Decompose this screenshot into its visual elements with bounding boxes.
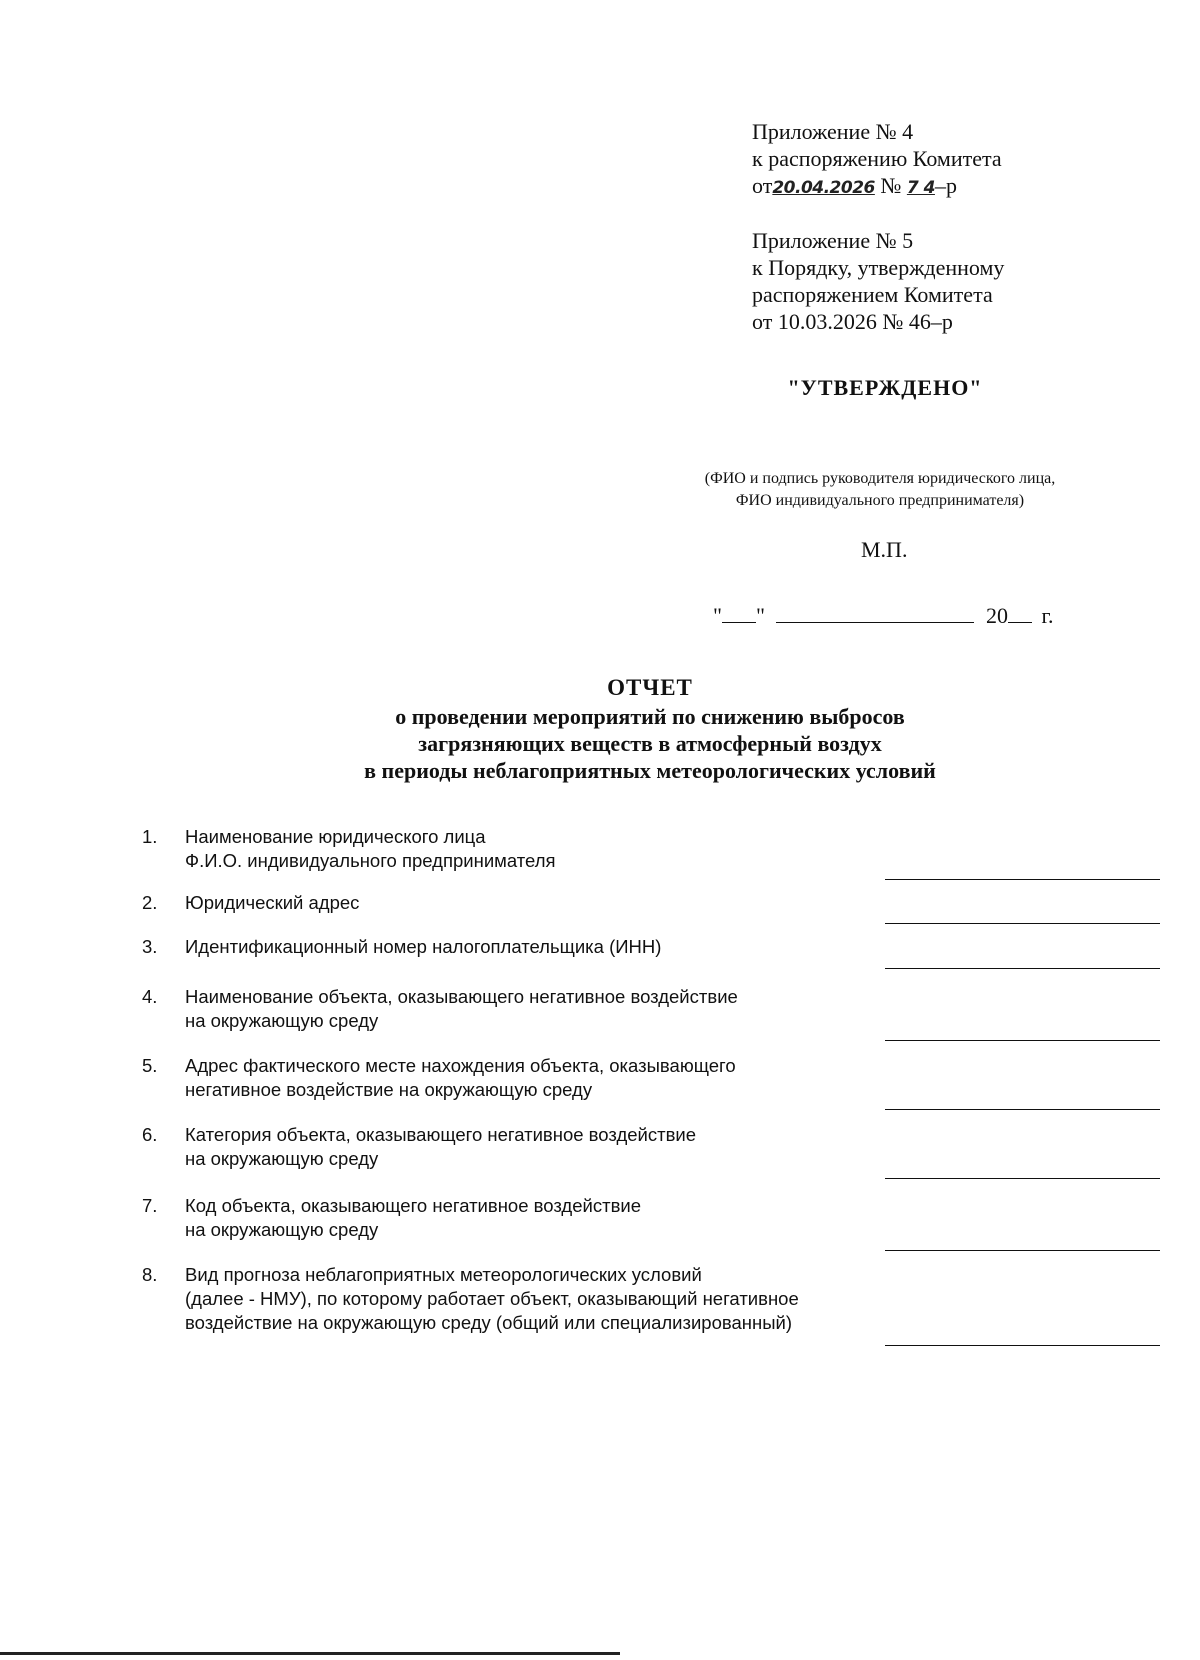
item-number: 6. bbox=[142, 1124, 158, 1145]
item-number: 5. bbox=[142, 1055, 158, 1076]
number-suffix: –р bbox=[934, 173, 957, 198]
appendix-5-ref-1: к Порядку, утвержденному bbox=[752, 255, 1005, 280]
year-prefix: 20 bbox=[985, 603, 1008, 628]
item-text bbox=[185, 935, 885, 959]
signature-caption-line-1: (ФИО и подпись руководителя юридического лица, bbox=[704, 470, 1056, 487]
day-close-quote: " bbox=[755, 603, 765, 628]
item-text-line: Код объекта, оказывающего негативное воздействие bbox=[185, 1195, 642, 1216]
item-number: 2. bbox=[142, 892, 158, 913]
year-blank[interactable] bbox=[1008, 602, 1032, 623]
date-prefix: от bbox=[752, 173, 773, 198]
item-answer-line[interactable] bbox=[885, 1250, 1160, 1251]
item-answer-line[interactable] bbox=[885, 879, 1160, 880]
item-number: 7. bbox=[142, 1195, 158, 1216]
item-text bbox=[185, 985, 885, 1033]
appendix-5-ref-3: от 10.03.2026 № 46–р bbox=[752, 309, 953, 334]
appendix-5-block bbox=[752, 227, 1004, 335]
item-text-line: Наименование юридического лица bbox=[185, 826, 486, 847]
signature-caption bbox=[630, 468, 1130, 512]
item-text bbox=[185, 1194, 885, 1242]
item-text-line: Идентификационный номер налогоплательщика (ИНН) bbox=[185, 936, 662, 957]
report-subtitle-3: в периоды неблагоприятных метеорологических условий bbox=[364, 758, 936, 783]
appendix-5-title: Приложение № 5 bbox=[752, 228, 914, 253]
year-suffix: г. bbox=[1041, 603, 1054, 628]
item-text-line: Адрес фактического месте нахождения объекта, оказывающего bbox=[185, 1055, 736, 1076]
item-number: 3. bbox=[142, 936, 158, 957]
appendix-4-ref: к распоряжению Комитета bbox=[752, 146, 1002, 171]
number-prefix: № bbox=[880, 173, 902, 198]
report-heading bbox=[200, 674, 1100, 784]
item-text-line: Вид прогноза неблагоприятных метеорологических условий bbox=[185, 1264, 702, 1285]
item-text bbox=[185, 1054, 885, 1102]
item-text-line: на окружающую среду bbox=[185, 1219, 379, 1240]
item-answer-line[interactable] bbox=[885, 968, 1160, 969]
signature-caption-line-2: ФИО индивидуального предпринимателя) bbox=[735, 492, 1025, 509]
item-text-line: Ф.И.О. индивидуального предпринимателя bbox=[185, 850, 556, 871]
item-text-line: (далее - НМУ), по которому работает объект, оказывающий негативное bbox=[185, 1288, 799, 1309]
appendix-4-date-line bbox=[752, 172, 1002, 202]
item-answer-line[interactable] bbox=[885, 1345, 1160, 1346]
item-number: 4. bbox=[142, 986, 158, 1007]
item-text-line: на окружающую среду bbox=[185, 1148, 379, 1169]
item-text-line: негативное воздействие на окружающую среду bbox=[185, 1079, 593, 1100]
item-answer-line[interactable] bbox=[885, 923, 1160, 924]
item-number: 8. bbox=[142, 1264, 158, 1285]
approved-label: "УТВЕРЖДЕНО" bbox=[787, 375, 983, 400]
report-subtitle-2: загрязняющих веществ в атмосферный воздух bbox=[418, 731, 882, 756]
item-text bbox=[185, 825, 885, 873]
appendix-4-block bbox=[752, 118, 1002, 202]
approval-date-line bbox=[713, 602, 1054, 629]
report-title: ОТЧЕТ bbox=[607, 675, 693, 700]
item-text bbox=[185, 891, 885, 915]
item-text-line: воздействие на окружающую среду (общий или специализированный) bbox=[185, 1312, 793, 1333]
stamp-placeholder: М.П. bbox=[861, 537, 908, 562]
handwritten-date: 20.04.2026 bbox=[772, 178, 875, 198]
item-text-line: Категория объекта, оказывающего негативное воздействие bbox=[185, 1124, 697, 1145]
appendix-4-title: Приложение № 4 bbox=[752, 119, 914, 144]
report-subtitle-1: о проведении мероприятий по снижению выбросов bbox=[395, 704, 905, 729]
item-text bbox=[185, 1263, 885, 1335]
item-text-line: на окружающую среду bbox=[185, 1010, 379, 1031]
month-blank[interactable] bbox=[776, 602, 974, 623]
day-blank[interactable] bbox=[722, 602, 756, 623]
appendix-5-ref-2: распоряжением Комитета bbox=[752, 282, 993, 307]
item-text-line: Наименование объекта, оказывающего негативное воздействие bbox=[185, 986, 738, 1007]
day-open-quote: " bbox=[713, 603, 722, 628]
item-answer-line[interactable] bbox=[885, 1109, 1160, 1110]
item-answer-line[interactable] bbox=[885, 1178, 1160, 1179]
item-answer-line[interactable] bbox=[885, 1040, 1160, 1041]
handwritten-number: 7 4 bbox=[906, 178, 935, 198]
item-text bbox=[185, 1123, 885, 1171]
item-number: 1. bbox=[142, 826, 158, 847]
item-text-line: Юридический адрес bbox=[185, 892, 360, 913]
scan-edge-rule bbox=[0, 1652, 620, 1655]
